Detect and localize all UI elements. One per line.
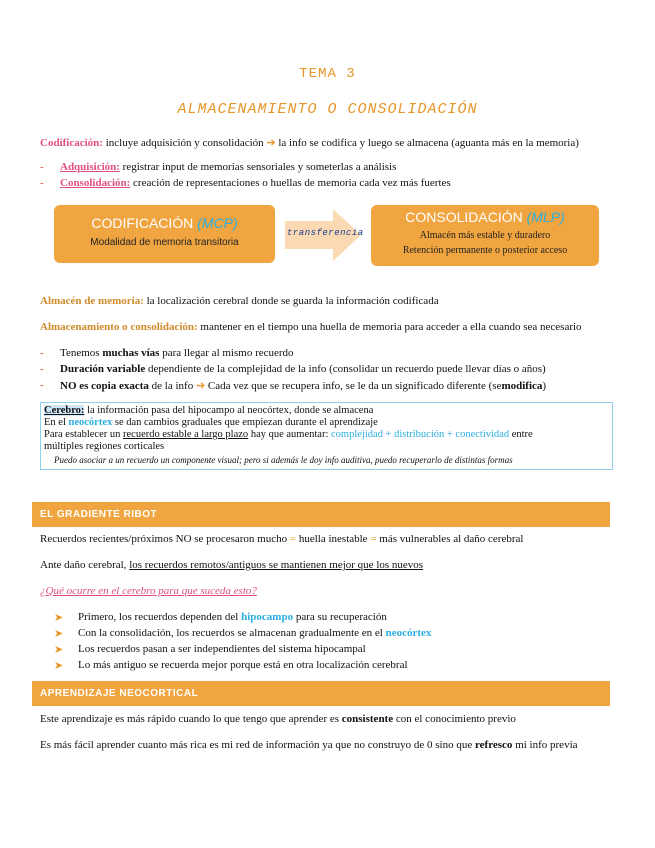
transfer-label: transferencia [287, 228, 364, 238]
ribot-a1c: para su recuperación [295, 611, 387, 623]
cerebro-label: Cerebro: [44, 405, 85, 416]
section-header-neocortical: APRENDIZAJE NEOCORTICAL [32, 681, 610, 706]
cerebro-l3e: distribución [394, 429, 445, 440]
consolidacion-box [371, 205, 599, 266]
list-item: - NO es copia exacta de la info ➔ Cada vez que se recupera info, se le da un significado diferente (semodifica) [40, 379, 547, 392]
cerebro-l2a: En el [44, 417, 66, 428]
neo-p2a: Es más fácil aprender cuanto más rica es mi red de información ya que no construyo de 0 sino que [40, 739, 473, 751]
list-item: - Duración variable dependiente de la complejidad de la info (consolidar un recuerdo puede llevar días o años) [40, 363, 546, 375]
list-item [54, 659, 408, 672]
neo-p1c: con el conocimiento previo [395, 713, 516, 725]
codificacion-line [40, 136, 579, 149]
cerebro-l3f: conectividad [455, 429, 510, 440]
mcp-tag: (MCP) [197, 215, 238, 231]
cerebro-l3b: recuerdo estable a largo plazo [123, 429, 249, 440]
neo-p2b: refresco [474, 739, 513, 751]
ribot-a2b: neocórtex [385, 627, 432, 639]
section-header-ribot: EL GRADIENTE RIBOT [32, 502, 610, 527]
ribot-p1a: Recuerdos recientes/próximos NO se procesaron mucho [40, 533, 288, 545]
codificacion-box-sub: Modalidad de memoria transitoria [90, 237, 239, 248]
ribot-p1c: más vulnerables al daño cerebral [379, 533, 524, 545]
arrow-bullet-icon: ➤ [54, 660, 64, 672]
cerebro-l5: Puedo asociar a un recuerdo un componente visual; pero si además le doy info auditiva, puedo recuperarlo de distintas formas [54, 455, 513, 465]
arrow-right-icon: ➔ [195, 380, 206, 392]
list-item: - Tenemos muchas vías para llegar al mismo recuerdo [40, 347, 294, 359]
neo-p2c: mi info previa [515, 739, 578, 751]
mlp-tag: (MLP) [526, 209, 565, 225]
list-item [54, 643, 366, 656]
ribot-a3: Los recuerdos pasan a ser independientes del sistema hipocampal [78, 643, 366, 655]
cerebro-content [44, 405, 533, 466]
plus-2: + [446, 429, 453, 440]
b2-b: dependiente de la complejidad de la info (consolidar un recuerdo puede llevar días o años) [148, 363, 546, 375]
almacen-text: la localización cerebral donde se guarda la información codificada [146, 295, 439, 307]
b3-c: Cada vez que se recupera info, se le da un significado diferente (se [207, 380, 502, 392]
ribot-a1a: Primero, los recuerdos dependen del [78, 611, 239, 623]
arrow-bullet-icon: ➤ [54, 628, 64, 640]
codificacion-text: incluye adquisición y consolidación [105, 137, 264, 149]
b1-c: para llegar al mismo recuerdo [162, 347, 294, 359]
cerebro-line2 [44, 417, 533, 429]
cerebro-l2c: se dan cambios graduales que empiezan durante el aprendizaje [114, 417, 378, 428]
consolidacion-box-line1: Almacén más estable y duradero [419, 230, 551, 241]
plus-1: + [385, 429, 392, 440]
b3-e: ) [542, 380, 547, 392]
eq-1: = [289, 533, 297, 545]
cerebro-l4: múltiples regiones corticales [44, 441, 165, 452]
codificacion-box-title: CODIFICACIÓN [91, 215, 194, 231]
ribot-a4: Lo más antiguo se recuerda mejor porque está en otra localización cerebral [78, 659, 408, 671]
list-item [54, 627, 432, 640]
cerebro-line3 [44, 429, 533, 441]
codificacion-label: Codificación: [40, 137, 103, 149]
consolidacion-text: creación de representaciones o huellas de memoria cada vez más fuertes [133, 177, 451, 189]
b3-a: NO es copia exacta [60, 380, 149, 392]
list-item: - Adquisición: registrar input de memorias sensoriales y someterlas a análisis [40, 161, 397, 173]
ribot-p2b: los recuerdos remotos/antiguos se mantienen mejor que los nuevos [129, 559, 424, 571]
ribot-p2 [40, 559, 423, 571]
arrow-bullet-icon: ➤ [54, 644, 64, 656]
cerebro-l2b: neocórtex [68, 417, 113, 428]
almacen-label: Almacén de memoria: [40, 295, 144, 307]
codificacion-text2: la info se codifica y luego se almacena (aguanta más en la memoria) [278, 137, 579, 149]
cerebro-line1 [44, 405, 533, 417]
ribot-p1 [40, 533, 523, 545]
list-item [54, 611, 387, 624]
cerebro-l3a: Para establecer un [44, 429, 121, 440]
neo-p1b: consistente [341, 713, 394, 725]
cerebro-l3c: hay que aumentar: [250, 429, 329, 440]
b1-a: Tenemos [60, 347, 100, 359]
adquisicion-text: registrar input de memorias sensoriales y someterlas a análisis [122, 161, 397, 173]
neo-p1 [40, 713, 516, 725]
codificacion-box [54, 205, 275, 263]
neo-p2 [40, 739, 578, 751]
cerebro-l1: la información pasa del hipocampo al neocórtex, donde se almacena [87, 405, 374, 416]
adquisicion-label: Adquisición: [60, 161, 120, 173]
cerebro-l3g: entre [511, 429, 533, 440]
almacenamiento-text: mantener en el tiempo una huella de memoria para acceder a ella cuando sea necesario [200, 321, 582, 333]
ribot-question: ¿Qué ocurre en el cerebro para que suceda esto? [40, 585, 257, 597]
b3-d: modifica [501, 380, 543, 392]
neo-p1a: Este aprendizaje es más rápido cuando lo que tengo que aprender es [40, 713, 340, 725]
consolidacion-label: Consolidación: [60, 177, 131, 189]
almacenamiento-label: Almacenamiento o consolidación: [40, 321, 198, 333]
consolidacion-box-line2: Retención permanente o posterior acceso [402, 245, 568, 256]
page-subtitle: ALMACENAMIENTO O CONSOLIDACIÓN [177, 101, 478, 118]
ribot-a2a: Con la consolidación, los recuerdos se almacenan gradualmente en el [78, 627, 383, 639]
b2-a: Duración variable [60, 363, 146, 375]
almacenamiento-line [40, 321, 582, 333]
ribot-a1b: hipocampo [241, 611, 294, 623]
almacen-line [40, 295, 439, 307]
b1-b: muchas vías [102, 347, 160, 359]
list-item: - Consolidación: creación de representaciones o huellas de memoria cada vez más fuertes [40, 177, 451, 189]
arrow-right-icon: ➔ [266, 137, 276, 149]
b3-b: de la info [151, 380, 194, 392]
arrow-bullet-icon: ➤ [54, 612, 64, 624]
cerebro-l3d: complejidad [331, 429, 383, 440]
page-title: TEMA 3 [299, 66, 356, 82]
ribot-p1b: huella inestable [298, 533, 368, 545]
ribot-p2a: Ante daño cerebral, [40, 559, 127, 571]
consolidacion-box-title: CONSOLIDACIÓN [405, 209, 523, 225]
eq-2: = [370, 533, 377, 545]
